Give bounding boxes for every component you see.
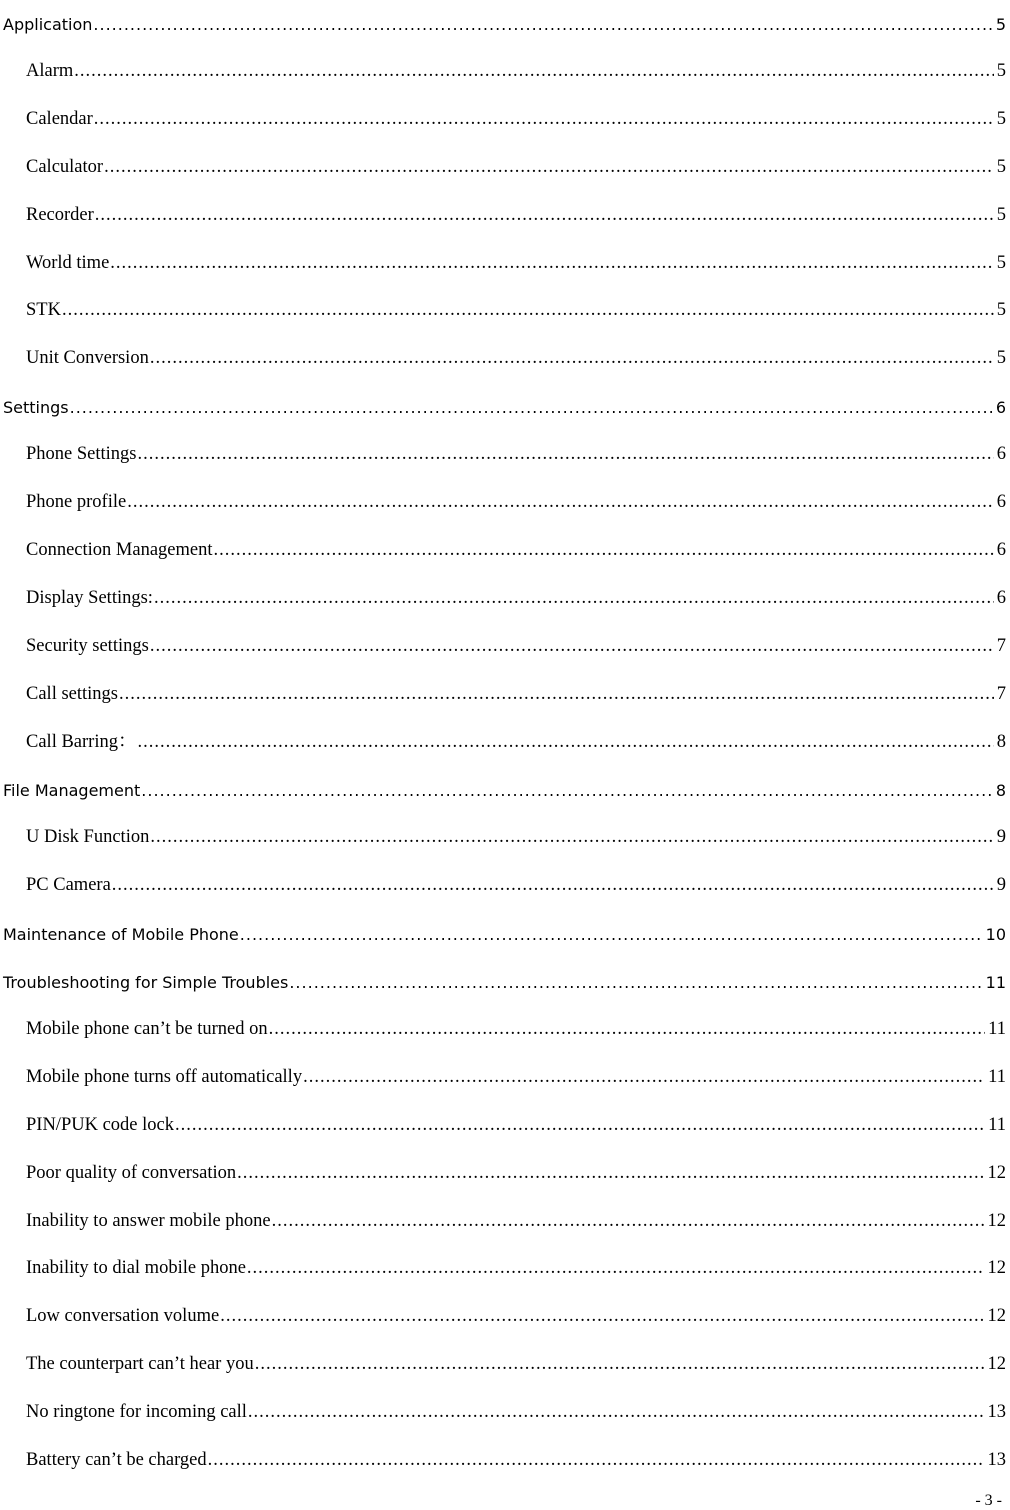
toc-subsection-entry[interactable] [0,1297,1006,1327]
toc-dot-leader [150,827,993,848]
toc-dot-leader [247,1258,985,1279]
toc-dot-leader [154,588,994,609]
toc-subsection-entry[interactable] [0,675,1006,705]
toc-dot-leader [127,492,994,513]
toc-entry-title: Phone Settings [26,444,137,465]
toc-entry-page-number: 7 [996,635,1006,656]
toc-dot-leader [150,348,994,369]
toc-dot-leader [137,732,993,753]
toc-subsection-entry[interactable] [0,866,1006,896]
toc-subsection-entry[interactable] [0,818,1006,848]
toc-subsection-entry[interactable] [0,483,1006,513]
toc-dot-leader [70,398,993,417]
toc-entry-page-number: 5 [996,348,1006,369]
toc-dot-leader [110,253,993,274]
toc-dot-leader [269,1019,986,1040]
toc-entry-title: Mobile phone can’t be turned on [26,1018,268,1039]
toc-dot-leader [208,1450,985,1471]
toc-section-entry[interactable] [0,770,1006,800]
toc-section-entry[interactable] [0,914,1006,944]
toc-entry-title: Security settings [26,635,149,656]
toc-entry-title: World time [26,252,110,273]
toc-dot-leader [74,61,993,82]
toc-entry-page-number: 12 [987,1258,1006,1279]
toc-entry-title: PC Camera [26,875,111,896]
toc-entry-title: Recorder [26,204,94,225]
toc-entry-title: Phone profile [26,492,127,512]
toc-subsection-entry[interactable] [0,1010,1006,1040]
toc-subsection-entry[interactable] [0,1249,1006,1279]
toc-entry-page-number: 11 [985,973,1006,992]
toc-entry-title: Unit Conversion [26,348,149,369]
toc-subsection-entry[interactable] [0,1106,1006,1136]
toc-entry-page-number: 13 [987,1402,1006,1423]
toc-subsection-entry[interactable] [0,627,1006,657]
toc-dot-leader [112,875,994,896]
toc-subsection-entry[interactable] [0,579,1006,609]
toc-section-entry[interactable] [0,4,1006,34]
toc-entry-page-number: 5 [996,156,1006,177]
toc-entry-page-number: 8 [995,781,1006,801]
toc-subsection-entry[interactable] [0,1393,1006,1423]
toc-entry-page-number: 5 [996,60,1006,81]
page-number-footer: - 3 - [975,1492,1002,1509]
toc-entry-title: Inability to dial mobile phone [26,1258,246,1279]
toc-dot-leader [94,109,994,130]
toc-entry-page-number: 12 [987,1354,1006,1375]
toc-dot-leader [104,157,994,178]
toc-entry-page-number: 6 [996,587,1006,608]
toc-entry-title: File Management [3,781,141,801]
toc-subsection-entry[interactable] [0,1202,1006,1232]
toc-dot-leader [95,205,994,226]
toc-subsection-entry[interactable] [0,196,1006,226]
toc-entry-title: Inability to answer mobile phone [26,1210,271,1231]
toc-section-entry[interactable] [0,962,1006,992]
toc-entry-title: Low conversation volume [26,1306,220,1327]
toc-subsection-entry[interactable] [0,435,1006,465]
toc-subsection-entry[interactable] [0,723,1006,753]
toc-entry-title: The counterpart can’t hear you [26,1354,254,1375]
toc-dot-leader [93,15,992,34]
toc-entry-page-number: 5 [996,108,1006,129]
toc-dot-leader [248,1402,985,1423]
toc-entry-title: Display Settings: [26,587,153,608]
toc-dot-leader [240,925,983,944]
toc-entry-page-number: 10 [985,925,1006,945]
toc-entry-title: Alarm [26,60,74,81]
toc-entry-page-number: 6 [996,492,1006,512]
toc-entry-title: Call settings [26,683,118,704]
toc-dot-leader [119,684,994,705]
toc-entry-page-number: 13 [987,1450,1006,1470]
toc-entry-title: STK [26,300,61,321]
toc-subsection-entry[interactable] [0,1441,1006,1471]
toc-entry-title: Troubleshooting for Simple Troubles [3,973,289,992]
toc-subsection-entry[interactable] [0,291,1006,321]
toc-subsection-entry[interactable] [0,531,1006,561]
toc-dot-leader [175,1115,985,1136]
toc-entry-page-number: 11 [988,1114,1006,1135]
toc-entry-page-number: 11 [988,1066,1006,1087]
toc-entry-title: Maintenance of Mobile Phone [3,925,239,945]
toc-entry-page-number: 8 [996,731,1006,752]
toc-entry-page-number: 7 [996,683,1006,704]
toc-entry-title: Calculator [26,156,104,177]
toc-subsection-entry[interactable] [0,52,1006,82]
toc-dot-leader [220,1306,984,1327]
toc-entry-title: PIN/PUK code lock [26,1114,174,1135]
toc-subsection-entry[interactable] [0,244,1006,274]
toc-subsection-entry[interactable] [0,1154,1006,1184]
toc-dot-leader [150,636,994,657]
toc-entry-title: Mobile phone turns off automatically [26,1066,303,1087]
toc-dot-leader [214,540,994,561]
toc-dot-leader [272,1211,985,1232]
toc-entry-page-number: 12 [987,1162,1006,1183]
toc-entry-page-number: 5 [996,252,1006,273]
toc-dot-leader [303,1067,985,1088]
toc-entry-page-number: 6 [996,539,1006,560]
toc-entry-page-number: 5 [995,15,1006,34]
toc-entry-title: Connection Management [26,539,213,560]
toc-dot-leader [289,973,982,992]
toc-entry-title: Battery can’t be charged [26,1450,207,1470]
toc-entry-page-number: 6 [996,444,1006,465]
toc-subsection-entry[interactable] [0,339,1006,369]
toc-entry-title: Calendar [26,108,93,129]
toc-dot-leader [141,781,993,800]
toc-dot-leader [62,300,994,321]
toc-dot-leader [237,1163,984,1184]
toc-entry-page-number: 12 [987,1210,1006,1231]
toc-subsection-entry[interactable] [0,1058,1006,1088]
toc-entry-title: No ringtone for incoming call [26,1402,247,1423]
toc-section-entry[interactable] [0,387,1006,417]
toc-entry-page-number: 6 [995,398,1006,418]
toc-entry-title: Poor quality of conversation [26,1162,237,1183]
toc-entry-title: Call Barring： [26,731,137,752]
toc-entry-page-number: 9 [996,875,1006,896]
toc-dot-leader [138,444,994,465]
toc-entry-title: Application [3,15,93,34]
toc-entry-page-number: 11 [988,1018,1006,1039]
toc-entry-page-number: 5 [996,204,1006,225]
toc-dot-leader [255,1354,985,1375]
toc-entry-page-number: 5 [996,300,1006,321]
toc-entry-title: Settings [3,398,69,418]
toc-subsection-entry[interactable] [0,1345,1006,1375]
toc-entry-title: U Disk Function [26,827,150,848]
toc-entry-page-number: 12 [987,1306,1006,1327]
toc-subsection-entry[interactable] [0,148,1006,178]
toc-subsection-entry[interactable] [0,100,1006,130]
toc-entry-page-number: 9 [996,827,1006,848]
